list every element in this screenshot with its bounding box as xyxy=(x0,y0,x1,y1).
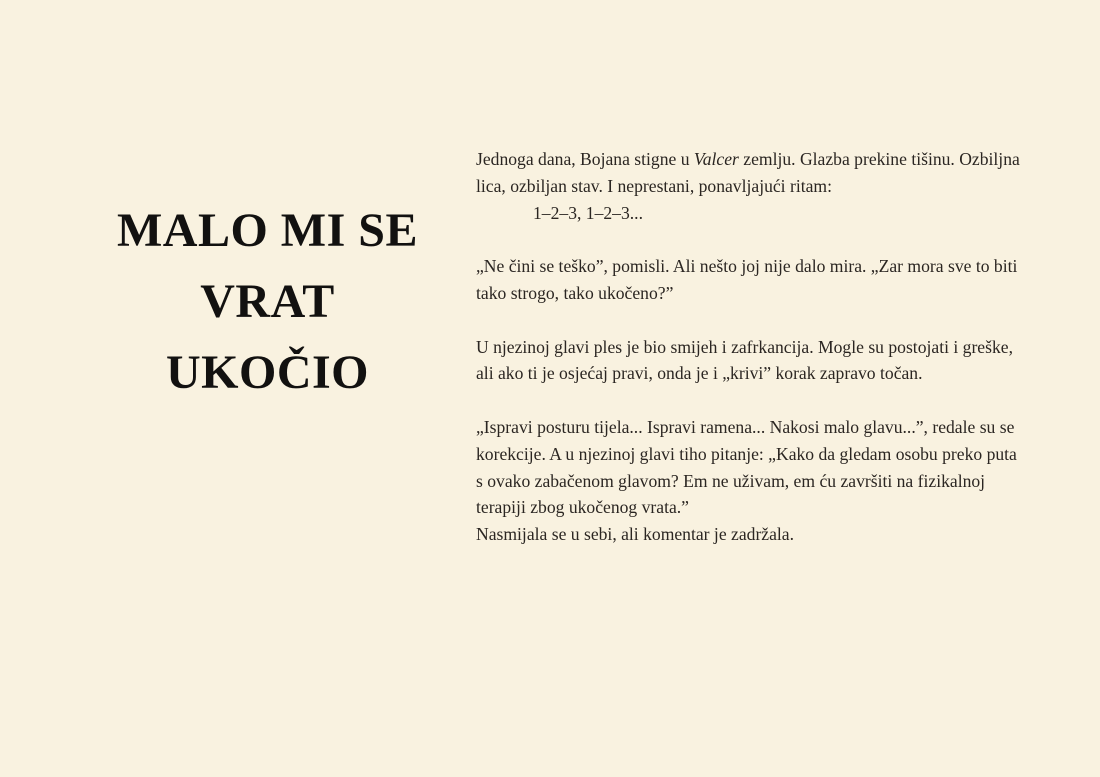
paragraph-4 xyxy=(476,414,1021,548)
italic-word: Valcer xyxy=(693,149,739,169)
title-line-1: MALO MI SE xyxy=(116,204,418,257)
paragraph-2: „Ne čini se teško”, pomisli. Ali nešto joj nije dalo mira. „Zar mora sve to biti tako strogo, tako ukočeno?” xyxy=(476,256,1018,303)
paragraph-1 xyxy=(476,146,1021,226)
paragraph-1-start: Jednoga dana, Bojana stigne u xyxy=(476,149,694,169)
story-title xyxy=(95,195,440,408)
title-line-2: VRAT xyxy=(200,275,335,328)
paragraph-4-text: „Ispravi posturu tijela... Ispravi ramena... Nakosi malo glavu...”, redale su se korekcije. A u njezinoj glavi tiho pitanje: „Kako da gledam osobu preko puta s ovako zabačenom glavom? Em ne uživam, em ću završiti na fizikalnoj terapiji zbog ukočenog vrata.” xyxy=(476,416,1017,518)
story-text xyxy=(476,146,1021,548)
paragraph-3: U njezinoj glavi ples je bio smijeh i zafrkancija. Mogle su postojati i greške, ali ako ti je osjećaj pravi, onda je i „krivi” korak zapravo točan. xyxy=(476,336,1013,384)
rhythm-line: 1–2–3, 1–2–3... xyxy=(533,202,643,223)
paragraph-1-rest: zemlju. Glazba prekine tišinu. Ozbiljna lica, ozbiljan stav. I neprestani, ponavljajući ritam: xyxy=(476,149,1020,196)
title-line-3: UKOČIO xyxy=(165,346,369,399)
paragraph-4-last-line: Nasmijala se u sebi, ali komentar je zadržala. xyxy=(476,524,795,545)
